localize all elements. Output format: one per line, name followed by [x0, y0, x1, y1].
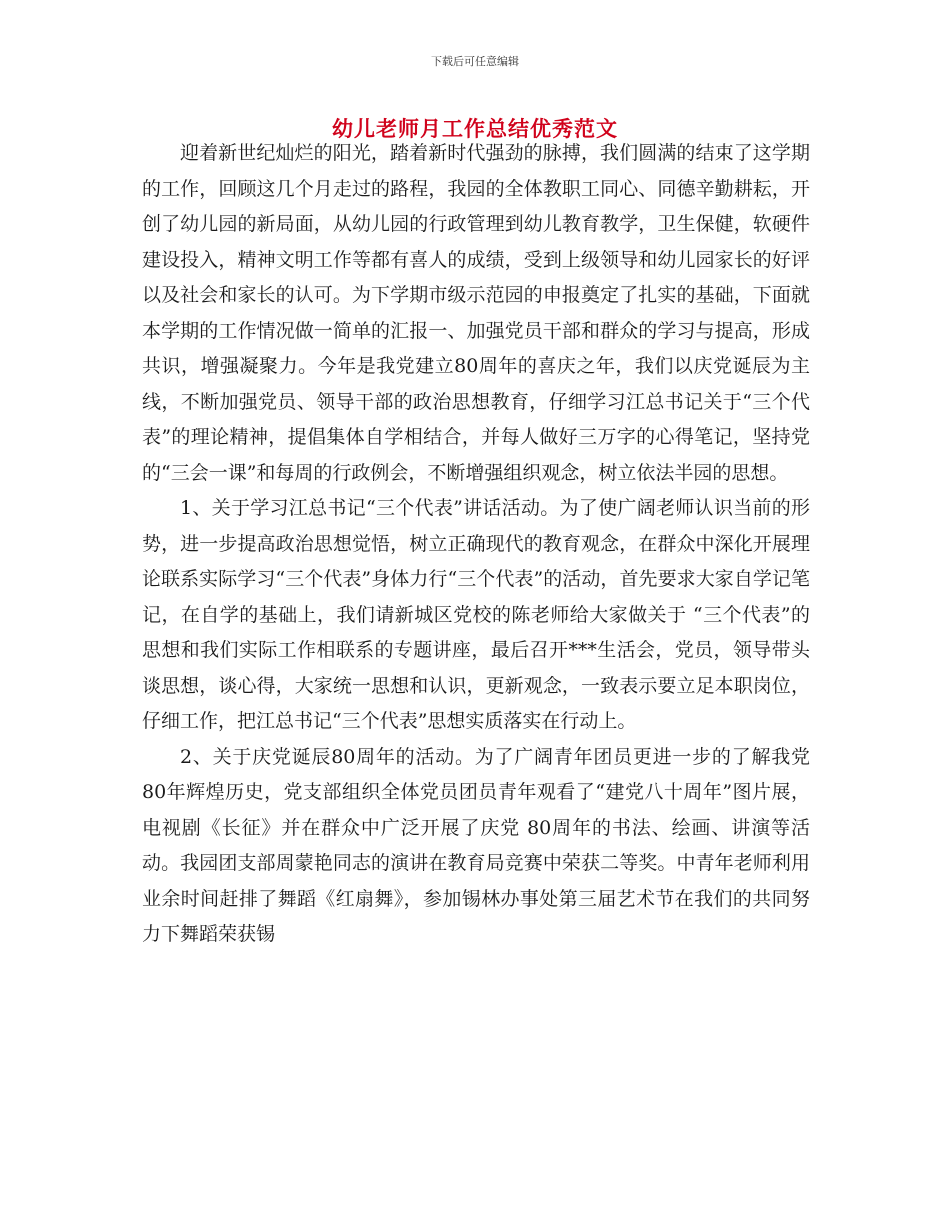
paragraph-item-1: 1、关于学习江总书记“三个代表”讲话活动。为了使广阔老师认识当前的形势，进一步提高政治思想觉悟，树立正确现代的教育观念，在群众中深化开展理论联系实际学习“三个代表”身体力行“三个代表”的活动，首先要求大家自学记笔记，在自学的基础上，我们请新城区党校的陈老师给大家做关于 “三个代表”的思想和我们实际工作相联系的专题讲座，最后召开***生活会，党员，领导带头谈思想，谈心得，大家统一思想和认识，更新观念，一致表示要立足本职岗位，仔细工作，把江总书记“三个代表”思想实质落实在行动上。	[142, 497, 810, 732]
page-header-note: 下载后可任意编辑	[431, 55, 519, 68]
paragraph-intro: 迎着新世纪灿烂的阳光，踏着新时代强劲的脉搏，我们圆满的结束了这学期的工作，回顾这几个月走过的路程，我园的全体教职工同心、同德辛勤耕耘，开创了幼儿园的新局面，从幼儿园的行政管理到幼儿教育教学，卫生保健，软硬件建设投入，精神文明工作等都有喜人的成绩，受到上级领导和幼儿园家长的好评以及社会和家长的认可。为下学期市级示范园的申报奠定了扎实的基础，下面就本学期的工作情况做一简单的汇报一、加强党员干部和群众的学习与提高，形成共识，增强凝聚力。今年是我党建立80周年的喜庆之年，我们以庆党诞辰为主线，不断加强党员、领导干部的政治思想教育，仔细学习江总书记关于“三个代表”的理论精神，提倡集体自学相结合，并每人做好三万字的心得笔记，坚持党的“三会一课”和每周的行政例会，不断增强组织观念，树立依法半园的思想。	[142, 142, 810, 484]
paragraph-item-2: 2、关于庆党诞辰80周年的活动。为了广阔青年团员更进一步的了解我党80年辉煌历史，党支部组织全体党员团员青年观看了“建党八十周年”图片展，电视剧《长征》并在群众中广泛开展了庆党 80周年的书法、绘画、讲演等活动。我园团支部周蒙艳同志的演讲在教育局竞赛中荣获二等奖。中青年老师利用业余时间赶排了舞蹈《红扇舞》，参加锡林办事处第三届艺术节在我们的共同努力下舞蹈荣获锡	[142, 745, 810, 945]
document-body	[142, 136, 810, 953]
document-title: 幼儿老师月工作总结优秀范文	[332, 117, 618, 141]
